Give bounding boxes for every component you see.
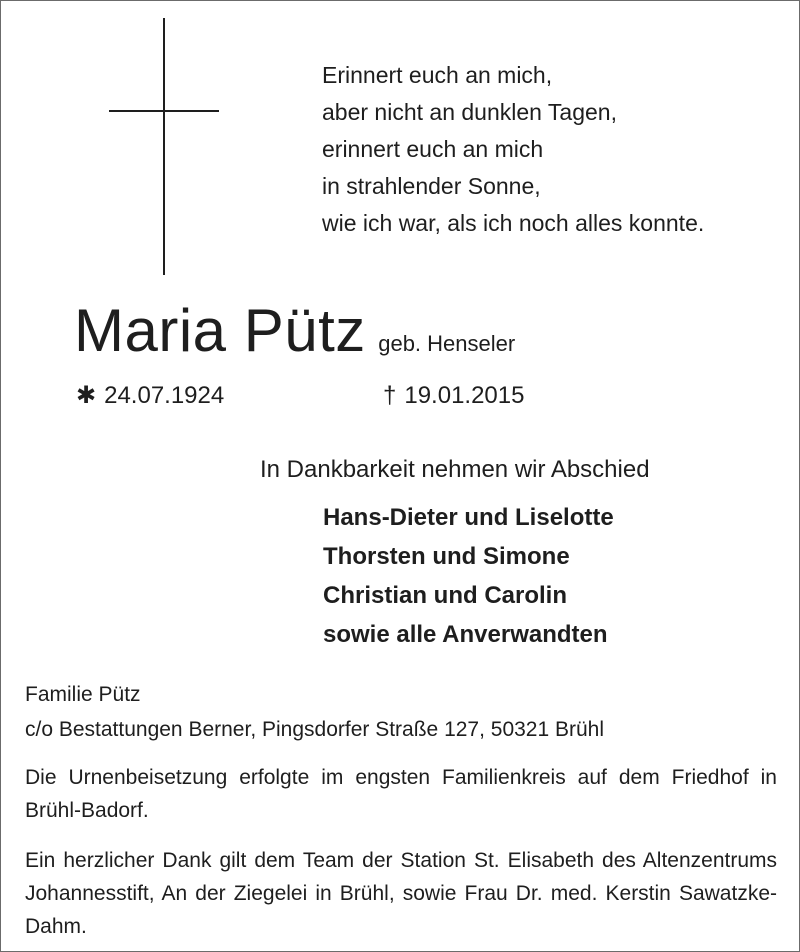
family-name: Familie Pütz [25,683,141,706]
deceased-name-row [74,296,515,366]
mourner-entry: Christian und Carolin [323,582,568,609]
death-date: 19.01.2015 [404,382,525,409]
poem-line: erinnert euch an mich [322,136,544,162]
mourner-entry: Thorsten und Simone [323,543,570,570]
address-line: c/o Bestattungen Berner, Pingsdorfer Straße 127, 50321 Brühl [25,718,605,741]
birth-date-row [76,379,224,413]
poem-line: aber nicht an dunklen Tagen, [322,99,617,125]
mourners-list [323,498,614,654]
burial-paragraph: Die Urnenbeisetzung erfolgte im engsten Familienkreis auf dem Friedhof in Brühl-Badorf. [25,766,777,822]
farewell-line: In Dankbarkeit nehmen wir Abschied [260,456,650,483]
maiden-name: geb. Henseler [378,331,516,356]
poem-line: wie ich war, als ich noch alles konnte. [322,210,705,236]
death-dagger-icon: † [383,382,397,409]
poem-line: Erinnert euch an mich, [322,62,553,88]
death-date-row [383,379,524,413]
acknowledgement-paragraph: Ein herzlicher Dank gilt dem Team der Station St. Elisabeth des Altenzentrums Johannesstift, An der Ziegelei in Brühl, sowie Frau Dr. med. Kerstin Sawatzke-Dahm. [25,849,777,938]
contact-address [25,677,604,747]
cross-horizontal-bar [109,110,219,112]
mourner-entry: Hans-Dieter und Liselotte [323,504,614,531]
birth-star-icon: ✱ [76,382,97,409]
birth-date: 24.07.1924 [104,382,225,409]
poem-line: in strahlender Sonne, [322,173,541,199]
deceased-name: Maria Pütz [74,297,366,364]
mourner-entry: sowie alle Anverwandten [323,621,608,648]
cross-vertical-bar [163,18,165,275]
poem [322,57,704,242]
